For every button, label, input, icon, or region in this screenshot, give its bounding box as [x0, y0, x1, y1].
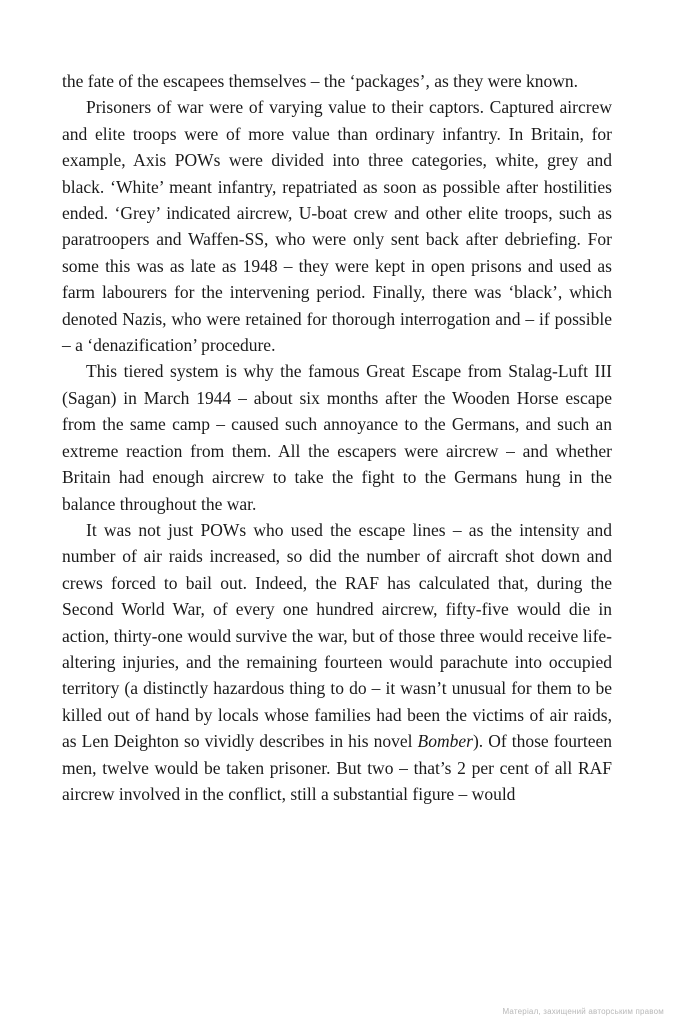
text-run: ). Of those fourteen men, twelve would be taken prisoner. But two – that’s 2 per cent of all RAF aircrew involved in the conflict, still a substantial figure – would: [62, 731, 612, 804]
paragraph: [62, 68, 612, 94]
text-run: It was not just POWs who used the escape lines – as the intensity and number of air raids increased, so did the number of aircraft shot down and crews forced to bail out. Indeed, the RAF has calculated that, during the Second World War, of every one hundred aircrew, fifty-five would die in action, thirty-one would survive the war, but of those three would receive life-altering injuries, and the remaining fourteen would parachute into occupied territory (a distinctly hazardous thing to do – it wasn’t unusual for them to be killed out of hand by locals whose families had been the victims of air raids, as Len Deighton so vividly describes in his novel: [62, 519, 612, 752]
paragraph: [62, 94, 612, 358]
italic-text-run: Bomber: [417, 731, 473, 752]
text-block: [62, 68, 612, 807]
text-run: the fate of the escapees themselves – the ‘packages’, as they were known.: [62, 71, 579, 91]
text-run: Prisoners of war were of varying value to their captors. Captured aircrew and elite troops were of more value than ordinary infantry. In Britain, for example, Axis POWs were divided into three categories, white, grey and black. ‘White’ meant infantry, repatriated as soon as possible after hostilities ended. ‘Grey’ indicated aircrew, U-boat crew and other elite troops, such as paratroopers and Waffen-SS, who were only sent back after debriefing. For some this was as late as 1948 – they were kept in open prisons and used as farm labourers for the intervening period. Finally, there was ‘black’, which denoted Nazis, who were retained for thorough interrogation and – if possible – a ‘denazification’ procedure.: [62, 97, 612, 356]
text-run: This tiered system is why the famous Great Escape from Stalag-Luft III (Sagan) in March 1944 – about six months after the Wooden Horse escape from the same camp – caused such annoyance to the Germans, and such an extreme reaction from them. All the escapers were aircrew – and whether Britain had enough aircrew to take the fight to the Germans hung in the balance throughout the war.: [62, 361, 612, 514]
copyright-watermark: Матеріал, захищений авторським правом: [502, 1007, 664, 1016]
paragraph: [62, 358, 612, 516]
paragraph: [62, 517, 612, 807]
